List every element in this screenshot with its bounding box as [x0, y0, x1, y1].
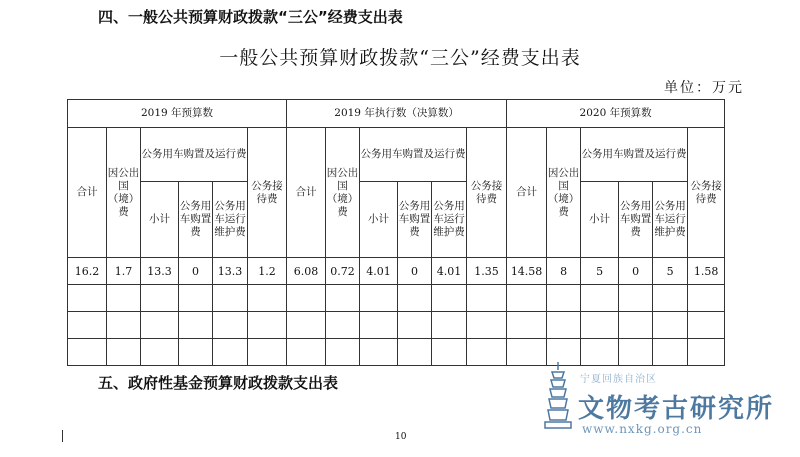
section-5-heading: 五、政府性基金预算财政拨款支出表: [98, 374, 339, 392]
header-subtotal: 小计: [360, 182, 398, 258]
cell: 0: [398, 258, 432, 285]
empty-row: [68, 312, 725, 339]
header-operation: 公务用车运行维护费: [432, 182, 467, 258]
watermark-line2: 文物考古研究所: [578, 394, 775, 424]
cell: 0.72: [326, 258, 360, 285]
table-row: [68, 258, 725, 285]
cell: 1.7: [107, 258, 141, 285]
header-purchase: 公务用车购置费: [398, 182, 432, 258]
header-total: 合计: [287, 128, 326, 258]
watermark-url: www.nxkg.org.cn: [582, 422, 703, 436]
margin-mark: [62, 430, 63, 442]
pagoda-logo-icon: [540, 360, 576, 436]
cell: 6.08: [287, 258, 326, 285]
header-reception: 公务接待费: [467, 128, 507, 258]
header-abroad: 因公出国（境）费: [107, 128, 141, 258]
header-abroad: 因公出国（境）费: [547, 128, 581, 258]
empty-row: [68, 339, 725, 366]
cell: 4.01: [360, 258, 398, 285]
cell: 0: [179, 258, 213, 285]
group-header-row: [68, 100, 725, 128]
header-operation: 公务用车运行维护费: [213, 182, 248, 258]
header-purchase: 公务用车购置费: [179, 182, 213, 258]
header-vehicle: 公务用车购置及运行费: [141, 128, 248, 182]
header-subtotal: 小计: [581, 182, 619, 258]
group-2020-budget: 2020 年预算数: [507, 100, 725, 128]
group-2019-actual: 2019 年执行数（决算数）: [287, 100, 507, 128]
unit-label: 单位：万元: [664, 80, 744, 96]
cell: 1.2: [248, 258, 287, 285]
group-2019-budget: 2019 年预算数: [68, 100, 287, 128]
page-number: 10: [395, 432, 407, 442]
header-purchase: 公务用车购置费: [619, 182, 653, 258]
cell: 16.2: [68, 258, 107, 285]
cell: 14.58: [507, 258, 547, 285]
sub-header-row-2: [68, 182, 725, 258]
header-operation: 公务用车运行维护费: [653, 182, 688, 258]
cell: 1.35: [467, 258, 507, 285]
header-total: 合计: [68, 128, 107, 258]
header-reception: 公务接待费: [688, 128, 725, 258]
three-public-expenses-table: [67, 99, 725, 366]
cell: 13.3: [213, 258, 248, 285]
section-4-heading: 四、一般公共预算财政拨款“三公”经费支出表: [98, 8, 403, 26]
cell: 5: [653, 258, 688, 285]
cell: 0: [619, 258, 653, 285]
header-total: 合计: [507, 128, 547, 258]
empty-row: [68, 285, 725, 312]
cell: 8: [547, 258, 581, 285]
cell: 13.3: [141, 258, 179, 285]
cell: 4.01: [432, 258, 467, 285]
sub-header-row-1: [68, 128, 725, 182]
header-reception: 公务接待费: [248, 128, 287, 258]
watermark-line1: 宁夏回族自治区: [580, 374, 657, 385]
header-vehicle: 公务用车购置及运行费: [360, 128, 467, 182]
cell: 1.58: [688, 258, 725, 285]
header-abroad: 因公出国（境）费: [326, 128, 360, 258]
header-vehicle: 公务用车购置及运行费: [581, 128, 688, 182]
header-subtotal: 小计: [141, 182, 179, 258]
cell: 5: [581, 258, 619, 285]
table-title: 一般公共预算财政拨款“三公”经费支出表: [219, 47, 581, 69]
